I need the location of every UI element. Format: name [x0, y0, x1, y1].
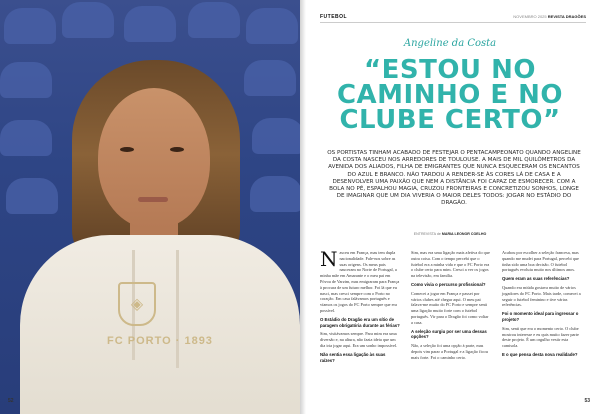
interview-question: O Estádio do Dragão era um sítio de paragem obrigatória durante as férias? — [320, 316, 400, 328]
eye — [170, 147, 184, 152]
article-column-1 — [320, 247, 400, 366]
stadium-seat — [244, 60, 296, 96]
crest-glyph: ◈ — [130, 296, 144, 313]
hoodie-string — [176, 250, 179, 368]
article-paragraph: Sim, mas era uma ligação mais afetiva do que outra coisa. Com o tempo percebi que o futebol era a minha vida e que o FC Porto era o clube certo para mim. Cresci a ver os jogos na televisão, em família. — [411, 250, 490, 279]
drop-cap: N — [320, 247, 338, 271]
article-paragraph: Comecei a jogar em França e passei por vários clubes até chegar aqui. O meu pai falava-me muito do FC Porto e sempre senti uma ligação muito forte com o futebol português. Vir para o Dragão foi como voltar a casa. — [411, 290, 489, 325]
stadium-seat — [188, 2, 240, 38]
headline — [300, 55, 600, 135]
byline — [300, 232, 600, 236]
page-gutter-shadow — [300, 0, 306, 414]
article-paragraph: Sim, visitávamos sempre. Para mim era uma diversão e, na altura, não fazia ideia que um dia iria jogar aqui. Era um sonho impossível. — [320, 331, 398, 348]
club-crest-icon — [118, 282, 156, 326]
stadium-seat — [124, 6, 176, 42]
article-column-2 — [411, 250, 491, 364]
issue-brand: REVISTA DRAGÕES — [547, 14, 586, 19]
header-rule — [320, 22, 586, 23]
interview-question: Quem eram as suas referências? — [502, 276, 570, 282]
stadium-seat — [4, 8, 56, 44]
article-paragraph: Não, a seleção foi uma opção à parte, mas depois vim parar a Portugal e a ligação ficou mais forte. Foi o caminho certo. — [411, 343, 488, 360]
page-number-left: 52 — [8, 398, 14, 404]
stadium-seat — [0, 120, 52, 156]
headline-line: CLUBE CERTO” — [339, 105, 561, 135]
stadium-seat — [6, 178, 58, 214]
headline-line: CAMINHO E NO — [336, 80, 564, 110]
issue-date: NOVEMBRO 2025 — [513, 14, 547, 19]
paragraph-text: asceu em França, mas tem dupla nacionalidade. Fale-nos sobre as suas origens. Os meus pais nasceram no Norte de Portugal, a minha mãe em Amarante e o meu pai em Póvoa de Varzim, mas emigraram para França à procura de um futuro melhor. Foi lá que eu nasci, mas cresci sempre com o Porto no coração. Em casa falávamos português e víamos os jogos do FC Porto sempre que era possível. — [320, 250, 400, 313]
eye — [120, 147, 134, 152]
hoodie — [20, 235, 300, 414]
stadium-seat — [62, 2, 114, 38]
page-number-right: 53 — [584, 398, 590, 404]
article-page — [300, 0, 600, 414]
byline-label: ENTREVISTA de — [413, 232, 441, 236]
lead-paragraph: OS PORTISTAS TINHAM ACABADO DE FESTEJAR O PENTACAMPEONATO QUANDO ANGELINE DA COSTA NASCEU NOS ARREDORES DE TOULOUSE. A MAIS DE MIL QUILÓMETROS DA AVENIDA DOS ALIADOS, FILHA DE EMIGRANTES QUE NUNCA ESQUECERAM OS ENCANTOS DO AZUL E BRANCO. NÃO TARDOU A RENDER-SE ÀS CORES LÁ DE CASA E A DESENVOLVER UMA PAIXÃO QUE NEM A DISTÂNCIA FOI CAPAZ DE ESMORECER. COM A BOLA NO PÉ, ESPALHOU MAGIA, CRUZOU FRONTEIRAS E CONCRETIZOU SONHOS, LONGE DE IMAGINAR QUE UM DIA VIVERIA O MAIOR DELES TODOS: JOGAR NO ESTÁDIO DO DRAGÃO. — [327, 150, 581, 207]
byline-author: MARIA LEONOR COELHO — [441, 232, 487, 236]
issue-info — [513, 14, 586, 19]
article-paragraph: Acabou por escolher a seleção francesa, mas quando me mudei para Portugal, percebi que tinha sido uma boa decisão. O futebol português evoluiu muito nos últimos anos. — [502, 250, 579, 273]
stadium-seat — [0, 62, 52, 98]
article-paragraph — [320, 247, 400, 314]
interview-question: A seleção surgiu por ser uma dessas opções? — [411, 328, 487, 340]
face — [98, 88, 210, 228]
mouth — [138, 197, 168, 202]
stadium-seat — [252, 118, 300, 154]
interview-question: E o que pensa desta nova realidade? — [502, 351, 578, 357]
stadium-seat — [246, 8, 298, 44]
section-label: FUTEBOL — [320, 14, 348, 20]
interview-question: Como vivia o percurso profissional? — [411, 281, 486, 287]
stadium-seat — [250, 176, 300, 212]
headline-line: “ESTOU NO — [364, 55, 536, 85]
article-column-3 — [502, 250, 582, 361]
article-paragraph: Sim, senti que era o momento certo. O clube mostrou interesse e eu quis muito fazer parte deste projeto. É um orgulho vestir esta camisola. — [502, 325, 579, 349]
interviewee-name: Angeline da Costa — [403, 38, 497, 49]
interview-question: Foi o momento ideal para ingressar o projeto? — [502, 311, 579, 322]
hoodie-chest-text: FC PORTO · 1893 — [107, 335, 213, 347]
interview-question: Não sentia essa ligação às suas raízes? — [320, 351, 386, 363]
article-paragraph: Quando era miúda gostava muito de vários jogadores do FC Porto. Mais tarde, comecei a seguir o futebol feminino e tive várias referências. — [502, 284, 581, 308]
